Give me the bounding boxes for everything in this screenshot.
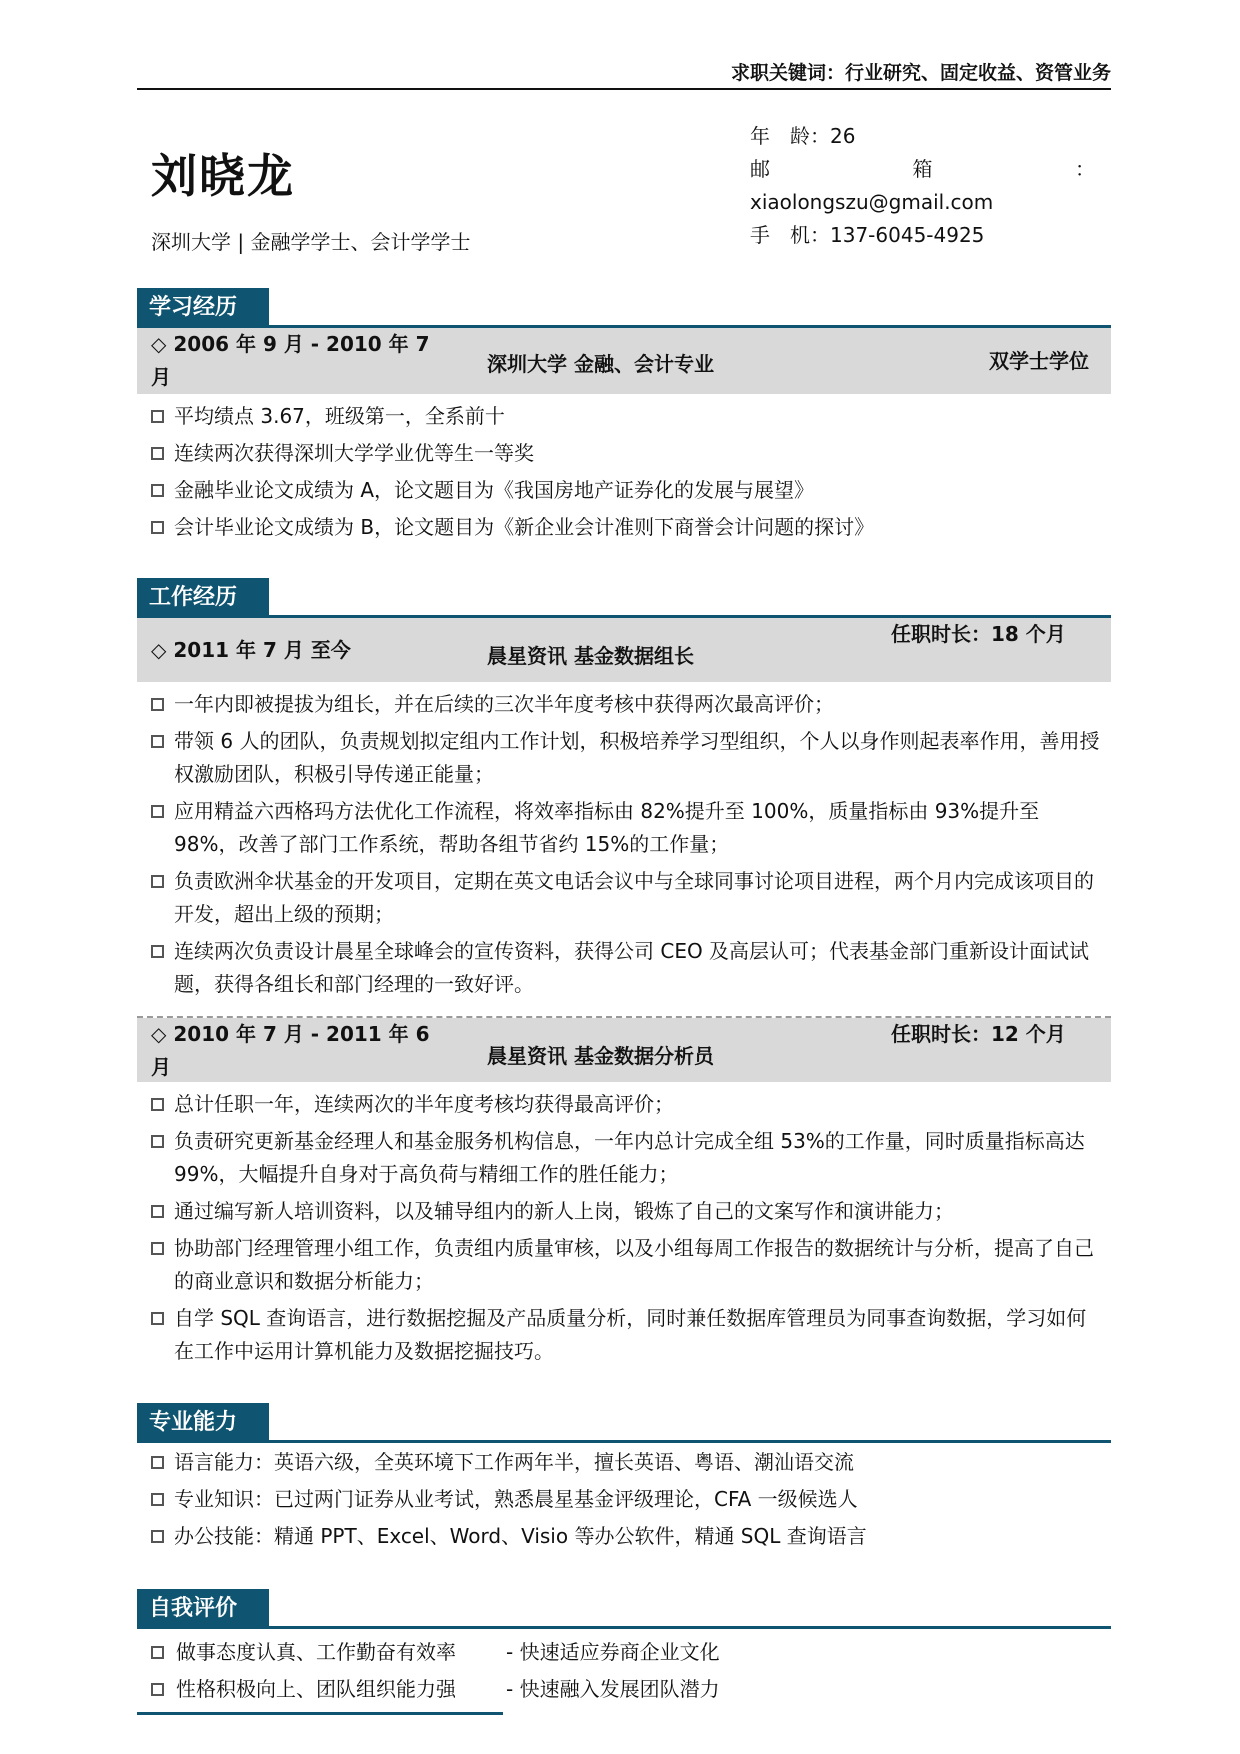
work-org: 晨星资讯 基金数据组长 [487, 644, 694, 668]
checkbox-icon [151, 1098, 164, 1111]
trait-right: - 快速融入发展团队潜力 [506, 1677, 720, 1701]
email-label-part3: ： [1075, 157, 1095, 181]
footer-rule [137, 1712, 503, 1715]
email-value: xiaolongszu@gmail.com [750, 190, 994, 214]
section-title-education: 学习经历 [137, 288, 269, 325]
education-period-text: 2006 年 9 月 - 2010 年 7 月 [151, 332, 430, 389]
contact-block [750, 120, 1095, 252]
age-row [750, 120, 1095, 153]
list-item: 通过编写新人培训资料，以及辅导组内的新人上岗，锻炼了自己的文案写作和演讲能力； [151, 1195, 1101, 1228]
checkbox-icon [151, 698, 164, 711]
education-list [151, 400, 1101, 548]
checkbox-icon [151, 1135, 164, 1148]
checkbox-icon [151, 875, 164, 888]
diamond-icon: ◇ [151, 1022, 167, 1046]
list-item [151, 1671, 720, 1708]
trait-left: 做事态度认真、工作勤奋有效率 [176, 1640, 456, 1664]
job-keywords: 求职关键词：行业研究、固定收益、资管业务 [730, 62, 1111, 84]
list-item: 办公技能：精通 PPT、Excel、Word、Visio 等办公软件，精通 SQL 查询语言 [151, 1520, 1101, 1553]
work-entry-header [137, 618, 1111, 682]
section-title-work: 工作经历 [137, 578, 269, 615]
work-entry-header [137, 1018, 1111, 1082]
list-item: 带领 6 人的团队，负责规划拟定组内工作计划，积极培养学习型组织，个人以身作则起表率作用，善用授权激励团队，积极引导传递正能量； [151, 725, 1101, 791]
list-item: 应用精益六西格玛方法优化工作流程，将效率指标由 82%提升至 100%，质量指标由 93%提升至 98%，改善了部门工作系统，帮助各组节省约 15%的工作量； [151, 795, 1101, 861]
checkbox-icon [151, 447, 164, 460]
trait-left: 性格积极向上、团队组织能力强 [176, 1677, 456, 1701]
section-education [137, 288, 1111, 328]
work-duration: 任职时长：12 个月 [891, 1022, 1066, 1046]
list-item: 负责研究更新基金经理人和基金服务机构信息，一年内总计完成全组 53%的工作量，同时质量指标高达 99%，大幅提升自身对于高负荷与精细工作的胜任能力； [151, 1125, 1101, 1191]
checkbox-icon [151, 1205, 164, 1218]
education-degree: 双学士学位 [989, 349, 1089, 373]
email-label-part1: 邮 [750, 157, 770, 181]
checkbox-icon [151, 1456, 164, 1469]
age-value: 26 [830, 124, 856, 148]
work-duration: 任职时长：18 个月 [891, 622, 1066, 646]
section-rule [137, 1626, 1111, 1629]
list-item: 连续两次负责设计晨星全球峰会的宣传资料，获得公司 CEO 及高层认可；代表基金部门重新设计面试试题，获得各组长和部门经理的一致好评。 [151, 935, 1101, 1001]
education-entry-header [137, 328, 1111, 394]
checkbox-icon [151, 1646, 164, 1659]
phone-value: 137-6045-4925 [830, 223, 985, 247]
list-item [151, 1634, 720, 1671]
list-item: 一年内即被提拔为组长，并在后续的三次半年度考核中获得两次最高评价； [151, 688, 1101, 721]
work-org: 晨星资讯 基金数据分析员 [487, 1044, 714, 1068]
checkbox-icon [151, 1683, 164, 1696]
email-label-part2: 箱 [912, 157, 933, 181]
list-item: 自学 SQL 查询语言，进行数据挖掘及产品质量分析，同时兼任数据库管理员为同事查询数据，学习如何在工作中运用计算机能力及数据挖掘技巧。 [151, 1302, 1101, 1368]
list-item: 语言能力：英语六级，全英环境下工作两年半，擅长英语、粤语、潮汕语交流 [151, 1446, 1101, 1479]
work-list-1 [151, 688, 1101, 1005]
checkbox-icon [151, 1530, 164, 1543]
work-list-2 [151, 1088, 1101, 1372]
list-item: 平均绩点 3.67，班级第一，全系前十 [151, 400, 1101, 433]
phone-row [750, 219, 1095, 252]
education-period [151, 328, 441, 394]
section-title-skills: 专业能力 [137, 1403, 269, 1440]
school-degree: 深圳大学 | 金融学学士、会计学学士 [151, 230, 471, 254]
list-item: 连续两次获得深圳大学学业优等生一等奖 [151, 437, 1101, 470]
list-item: 金融毕业论文成绩为 A，论文题目为《我国房地产证券化的发展与展望》 [151, 474, 1101, 507]
section-title-self-evaluation: 自我评价 [137, 1589, 269, 1626]
age-label: 年 龄： [750, 124, 830, 148]
checkbox-icon [151, 410, 164, 423]
email-row [750, 186, 1095, 219]
checkbox-icon [151, 521, 164, 534]
checkbox-icon [151, 1493, 164, 1506]
list-item: 总计任职一年，连续两次的半年度考核均获得最高评价； [151, 1088, 1101, 1121]
header-divider [137, 88, 1111, 90]
checkbox-icon [151, 945, 164, 958]
trait-right: - 快速适应券商企业文化 [506, 1640, 720, 1664]
checkbox-icon [151, 805, 164, 818]
phone-label: 手 机： [750, 223, 830, 247]
checkbox-icon [151, 484, 164, 497]
list-item: 负责欧洲伞状基金的开发项目，定期在英文电话会议中与全球同事讨论项目进程，两个月内完成该项目的开发，超出上级的预期； [151, 865, 1101, 931]
diamond-icon: ◇ [151, 332, 167, 356]
work-period [151, 634, 441, 667]
candidate-name: 刘晓龙 [151, 149, 295, 203]
work-period-text: 2010 年 7 月 - 2011 年 6 月 [151, 1022, 430, 1079]
section-self-evaluation [137, 1589, 1111, 1629]
work-period [151, 1018, 441, 1084]
checkbox-icon [151, 735, 164, 748]
list-item: 协助部门经理管理小组工作，负责组内质量审核，以及小组每周工作报告的数据统计与分析，提高了自己的商业意识和数据分析能力； [151, 1232, 1101, 1298]
section-work [137, 578, 1111, 618]
diamond-icon: ◇ [151, 638, 167, 662]
skills-list [151, 1446, 1101, 1557]
checkbox-icon [151, 1312, 164, 1325]
work-period-text: 2011 年 7 月 至今 [173, 638, 351, 662]
section-skills [137, 1403, 1111, 1443]
self-evaluation-list [151, 1634, 720, 1708]
list-item: 会计毕业论文成绩为 B，论文题目为《新企业会计准则下商誉会计问题的探讨》 [151, 511, 1101, 544]
list-item: 专业知识：已过两门证券从业考试，熟悉晨星基金评级理论，CFA 一级候选人 [151, 1483, 1101, 1516]
email-label-row [750, 153, 1095, 186]
checkbox-icon [151, 1242, 164, 1255]
section-rule [137, 1440, 1111, 1443]
education-org: 深圳大学 金融、会计专业 [487, 352, 714, 376]
